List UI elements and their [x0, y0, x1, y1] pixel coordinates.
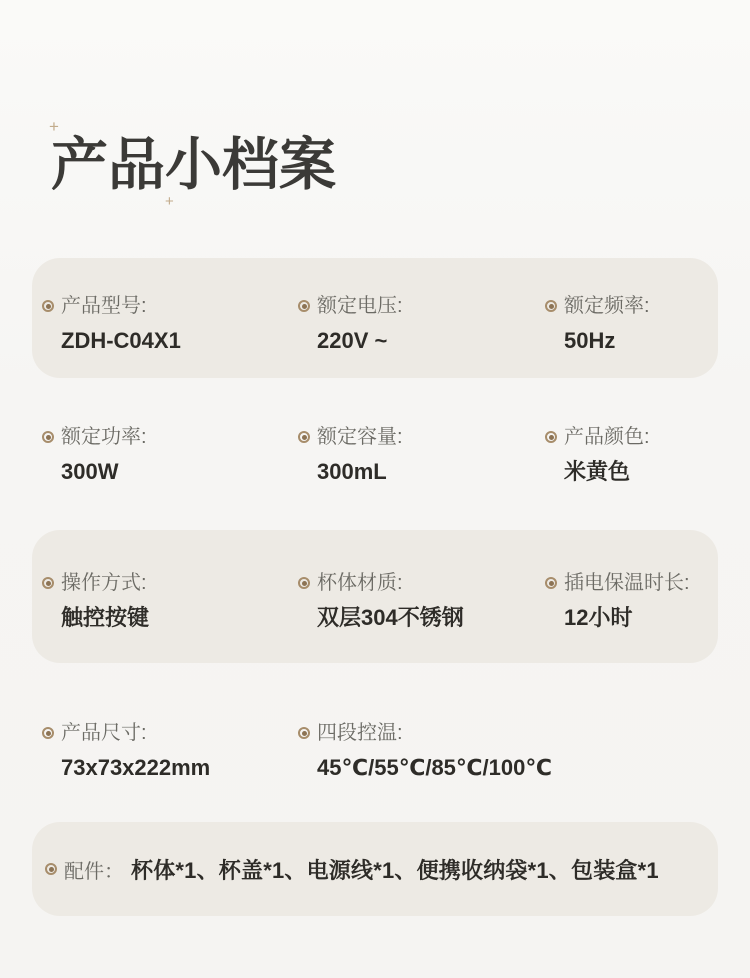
ring-bullet-icon: [45, 863, 57, 875]
accessories-line: [45, 854, 659, 885]
ring-bullet-icon: [42, 300, 54, 312]
spec-cell-operation: [42, 569, 149, 632]
spec-label: 额定电压:: [317, 295, 403, 317]
spec-card-row-1: [32, 258, 718, 378]
spec-cell-color: [545, 423, 650, 486]
spec-value: 300W: [61, 459, 119, 484]
spec-cell-model: [42, 292, 181, 355]
spec-label: 四段控温:: [317, 722, 403, 744]
spec-value: ZDH-C04X1: [61, 328, 181, 353]
spec-value: 触控按键: [61, 605, 150, 630]
spec-value: 双层304不锈钢: [317, 605, 464, 630]
spec-label: 产品颜色:: [564, 426, 650, 448]
ring-bullet-icon: [42, 431, 54, 443]
plus-sparkle-icon: +: [165, 193, 174, 210]
accessories-label: 配件：: [64, 860, 124, 883]
ring-bullet-icon: [545, 431, 557, 443]
spec-value: 12小时: [564, 605, 633, 630]
accessories-value: 杯体*1、杯盖*1、电源线*1、便携收纳袋*1、包装盒*1: [131, 857, 659, 883]
spec-value: 73x73x222mm: [61, 755, 211, 780]
spec-label: 杯体材质:: [317, 572, 403, 594]
ring-bullet-icon: [545, 300, 557, 312]
plus-sparkle-icon: +: [49, 117, 59, 136]
spec-label: 产品尺寸:: [61, 722, 147, 744]
accessories-card: [32, 822, 718, 916]
spec-cell-capacity: [298, 423, 403, 486]
spec-cell-material: [298, 569, 464, 632]
spec-cell-voltage: [298, 292, 403, 355]
spec-value: 300mL: [317, 459, 387, 484]
ring-bullet-icon: [298, 727, 310, 739]
ring-bullet-icon: [298, 300, 310, 312]
spec-label: 额定频率:: [564, 295, 650, 317]
page-title: 产品小档案: [51, 133, 336, 197]
spec-cell-power: [42, 423, 147, 486]
spec-label: 额定容量:: [317, 426, 403, 448]
spec-cell-keepwarm: [545, 569, 690, 632]
spec-card-row-3: [32, 530, 718, 663]
spec-value: 220V ~: [317, 328, 388, 353]
ring-bullet-icon: [298, 431, 310, 443]
spec-label: 操作方式:: [61, 572, 147, 594]
spec-label: 产品型号:: [61, 295, 147, 317]
ring-bullet-icon: [42, 727, 54, 739]
spec-value: 米黄色: [564, 459, 631, 484]
ring-bullet-icon: [42, 577, 54, 589]
spec-value: 45℃/55℃/85℃/100℃: [317, 755, 553, 780]
spec-cell-frequency: [545, 292, 650, 355]
spec-label: 额定功率:: [61, 426, 147, 448]
spec-value: 50Hz: [564, 328, 616, 353]
spec-label: 插电保温时长:: [564, 572, 690, 594]
ring-bullet-icon: [545, 577, 557, 589]
spec-cell-size: [42, 719, 210, 782]
ring-bullet-icon: [298, 577, 310, 589]
spec-cell-temperature: [298, 719, 552, 782]
